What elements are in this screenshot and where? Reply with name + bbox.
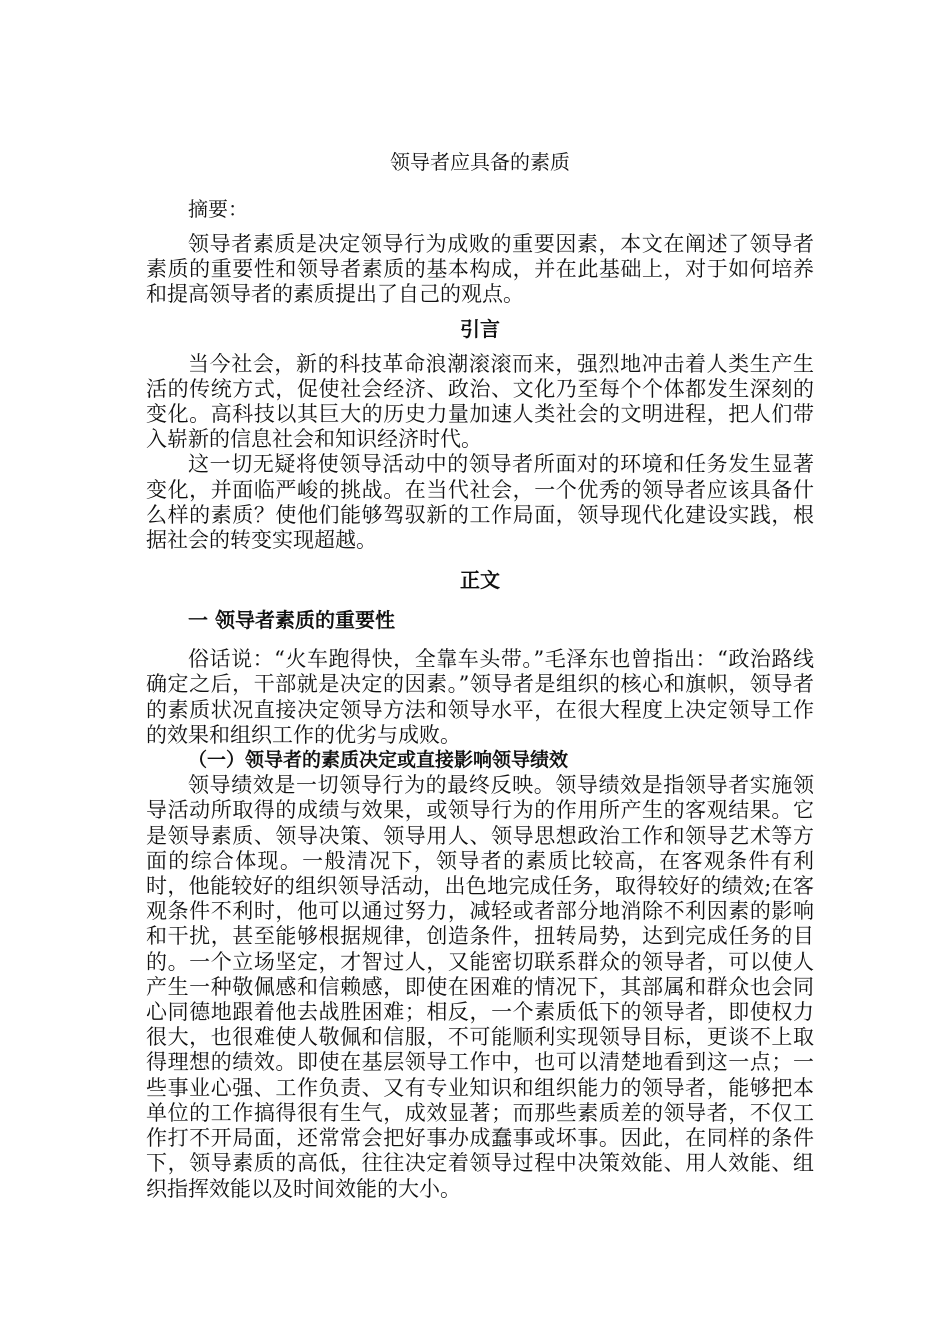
- intro-heading: 引言: [460, 316, 500, 341]
- section-1-paragraph: 俗话说：“火车跑得快，全靠车头带。”毛泽东也曾指出：“政治路线确定之后，干部就是决定的因素。”领导者是组织的核心和旗帜，领导者的素质状况直接决定领导方法和领导水平，在很大程度上决定领导工作的效果和组织工作的优劣与成败。: [146, 647, 814, 747]
- abstract-paragraph: 领导者素质是决定领导行为成败的重要因素，本文在阐述了领导者素质的重要性和领导者素质的基本构成，并在此基础上，对于如何培养和提高领导者的素质提出了自己的观点。: [146, 232, 814, 307]
- intro-paragraph-1: 当今社会，新的科技革命浪潮滚滚而来，强烈地冲击着人类生产生活的传统方式，促使社会经济、政治、文化乃至每个个体都发生深刻的变化。高科技以其巨大的历史力量加速人类社会的文明进程，把人们带入崭新的信息社会和知识经济时代。: [146, 351, 814, 452]
- intro-paragraph-2: 这一切无疑将使领导活动中的领导者所面对的环境和任务发生显著变化，并面临严峻的挑战。在当代社会，一个优秀的领导者应该具备什么样的素质？使他们能够驾驭新的工作局面，领导现代化建设实践，根据社会的转变实现超越。: [146, 452, 814, 553]
- document-content: [146, 148, 814, 1202]
- abstract-label: 摘要：: [188, 197, 248, 221]
- subsection-1-heading: （一）领导者的素质决定或直接影响领导绩效: [188, 749, 569, 772]
- document-title: 领导者应具备的素质: [390, 150, 570, 174]
- body-heading: 正文: [460, 568, 500, 593]
- subsection-1-paragraph: 领导绩效是一切领导行为的最终反映。领导绩效是指领导者实施领导活动所取得的成绩与效果，或领导行为的作用所产生的客观结果。它是领导素质、领导决策、领导用人、领导思想政治工作和领导艺术等方面的综合体现。一般清况下，领导者的素质比较高，在客观条件有利时，他能较好的组织领导活动，出色地完成任务，取得较好的绩效;在客观条件不利时，他可以通过努力，减轻或者部分地消除不利因素的影响和干扰，甚至能够根据规律，创造条件，扭转局势，达到完成任务的目的。一个立场坚定，才智过人，又能密切联系群众的领导者，可以使人产生一种敬佩感和信赖感，即使在困难的情况下，其部属和群众也会同心同德地跟着他去战胜困难；相反，一个素质低下的领导者，即使权力很大，也很难使人敬佩和信服，不可能顺利实现领导目标，更谈不上取得理想的绩效。即使在基层领导工作中，也可以清楚地看到这一点；一些事业心强、工作负责、又有专业知识和组织能力的领导者，能够把本单位的工作搞得很有生气，成效显著；而那些素质差的领导者，不仅工作打不开局面，还常常会把好事办成蠢事或坏事。因此，在同样的条件下，领导素质的高低，往往决定着领导过程中决策效能、用人效能、组织指挥效能以及时间效能的大小。: [146, 773, 814, 1201]
- section-1-heading: 一 领导者素质的重要性: [188, 608, 395, 633]
